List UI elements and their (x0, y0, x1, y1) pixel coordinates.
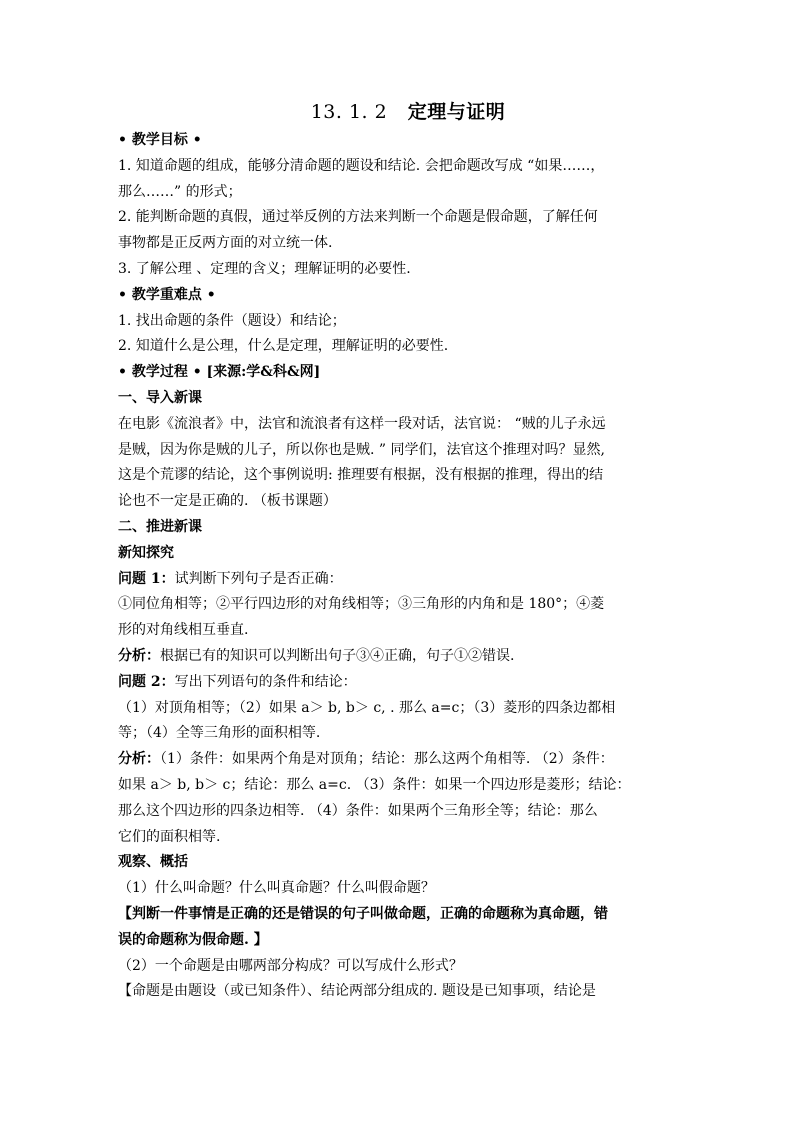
analysis-2-label: 分析： (118, 751, 160, 768)
page-title (138, 98, 678, 128)
question-1 (118, 567, 678, 593)
analysis-2 (118, 747, 678, 773)
question-1-label: 问题 1： (118, 570, 175, 587)
goal-2: 2. 能判断命题的真假，通过举反例的方法来判断一个命题是假命题，了解任何 (118, 209, 598, 226)
analysis-2-text-1: （1）条件：如果两个角是对顶角；结论：那么这两个角相等. （2）条件： (160, 751, 614, 768)
title-name: 定理与证明 (407, 101, 506, 123)
observe-heading: 观察、概括 (118, 854, 188, 871)
observe-question-2: （2）一个命题是由哪两部分构成？可以写成什么形式？ (118, 957, 463, 974)
goal-1-cont: 那么……” 的形式； (118, 183, 242, 200)
question-2 (118, 670, 678, 696)
intro-line-1: 在电影《流浪者》中，法官和流浪者有这样一段对话，法官说： “贼的儿子永远 (118, 415, 606, 432)
analysis-2-text-3: 那么这个四边形的四条边相等. （4）条件：如果两个三角形全等；结论：那么 (118, 802, 598, 819)
analysis-2-text-4: 它们的面积相等. (118, 828, 221, 845)
document-page (118, 98, 678, 1005)
goal-heading: • 教学目标 • (118, 132, 202, 148)
intro-line-3: 这是个荒谬的结论，这个事例说明: 推理要有根据，没有根据的推理，得出的结 (118, 467, 604, 484)
section-2-heading: 二、推进新课 (118, 518, 202, 535)
section-1-heading: 一、导入新课 (118, 389, 202, 406)
observe-answer-1-line-2: 误的命题称为假命题. 】 (118, 931, 268, 948)
analysis-1-text: 根据已有的知识可以判断出句子③④正确，句子①②错误. (160, 647, 515, 664)
analysis-2-text-2: 如果 a＞ b, b＞ c；结论：那么 a=c. （3）条件：如果一个四边形是菱形；结论： (118, 776, 631, 793)
observe-answer-1-line-1: 【判断一件事情是正确的还是错误的句子叫做命题，正确的命题称为真命题，错 (118, 905, 608, 922)
key-2: 2. 知道什么是公理，什么是定理，理解证明的必要性. (118, 338, 449, 355)
intro-line-4: 论也不一定是正确的. （板书课题） (118, 493, 337, 510)
process-heading: • 教学过程 • [来源:学&科&网] (118, 364, 321, 381)
question-2-label: 问题 2： (118, 673, 175, 690)
question-1-items-2: 形的对角线相互垂直. (118, 622, 249, 639)
goal-2-cont: 事物都是正反两方面的对立统一体. (118, 235, 333, 252)
goal-1: 1. 知道命题的组成，能够分清命题的题设和结论. 会把命题改写成 “如果……， (118, 157, 605, 174)
analysis-1 (118, 644, 678, 670)
analysis-1-label: 分析： (118, 647, 160, 664)
goal-3: 3. 了解公理 、定理的含义；理解证明的必要性. (118, 260, 411, 277)
question-2-items-2: 等；（4）全等三角形的面积相等. (118, 725, 321, 742)
question-2-text: 写出下列语句的条件和结论： (174, 673, 357, 690)
title-number: 13. 1. 2 (310, 101, 388, 123)
explore-heading: 新知探究 (118, 544, 174, 561)
observe-question-1: （1）什么叫命题？什么叫真命题？什么叫假命题？ (118, 880, 435, 897)
question-1-text: 试判断下列句子是否正确： (174, 570, 343, 587)
observe-answer-2-line-1: 【命题是由题设（或已知条件）、结论两部分组成的. 题设是已知事项，结论是 (118, 983, 596, 1000)
intro-line-2: 是贼，因为你是贼的儿子，所以你也是贼. ” 同学们，法官这个推理对吗？显然, (118, 441, 605, 458)
question-1-items-1: ①同位角相等；②平行四边形的对角线相等；③三角形的内角和是 180°；④菱 (118, 596, 605, 613)
key-1: 1. 找出命题的条件（题设）和结论； (118, 312, 346, 329)
key-heading: • 教学重难点 • (118, 286, 216, 303)
question-2-items-1: （1）对顶角相等；（2）如果 a＞ b, b＞ c, . 那么 a=c；（3）菱形的四条边都相 (118, 699, 616, 716)
